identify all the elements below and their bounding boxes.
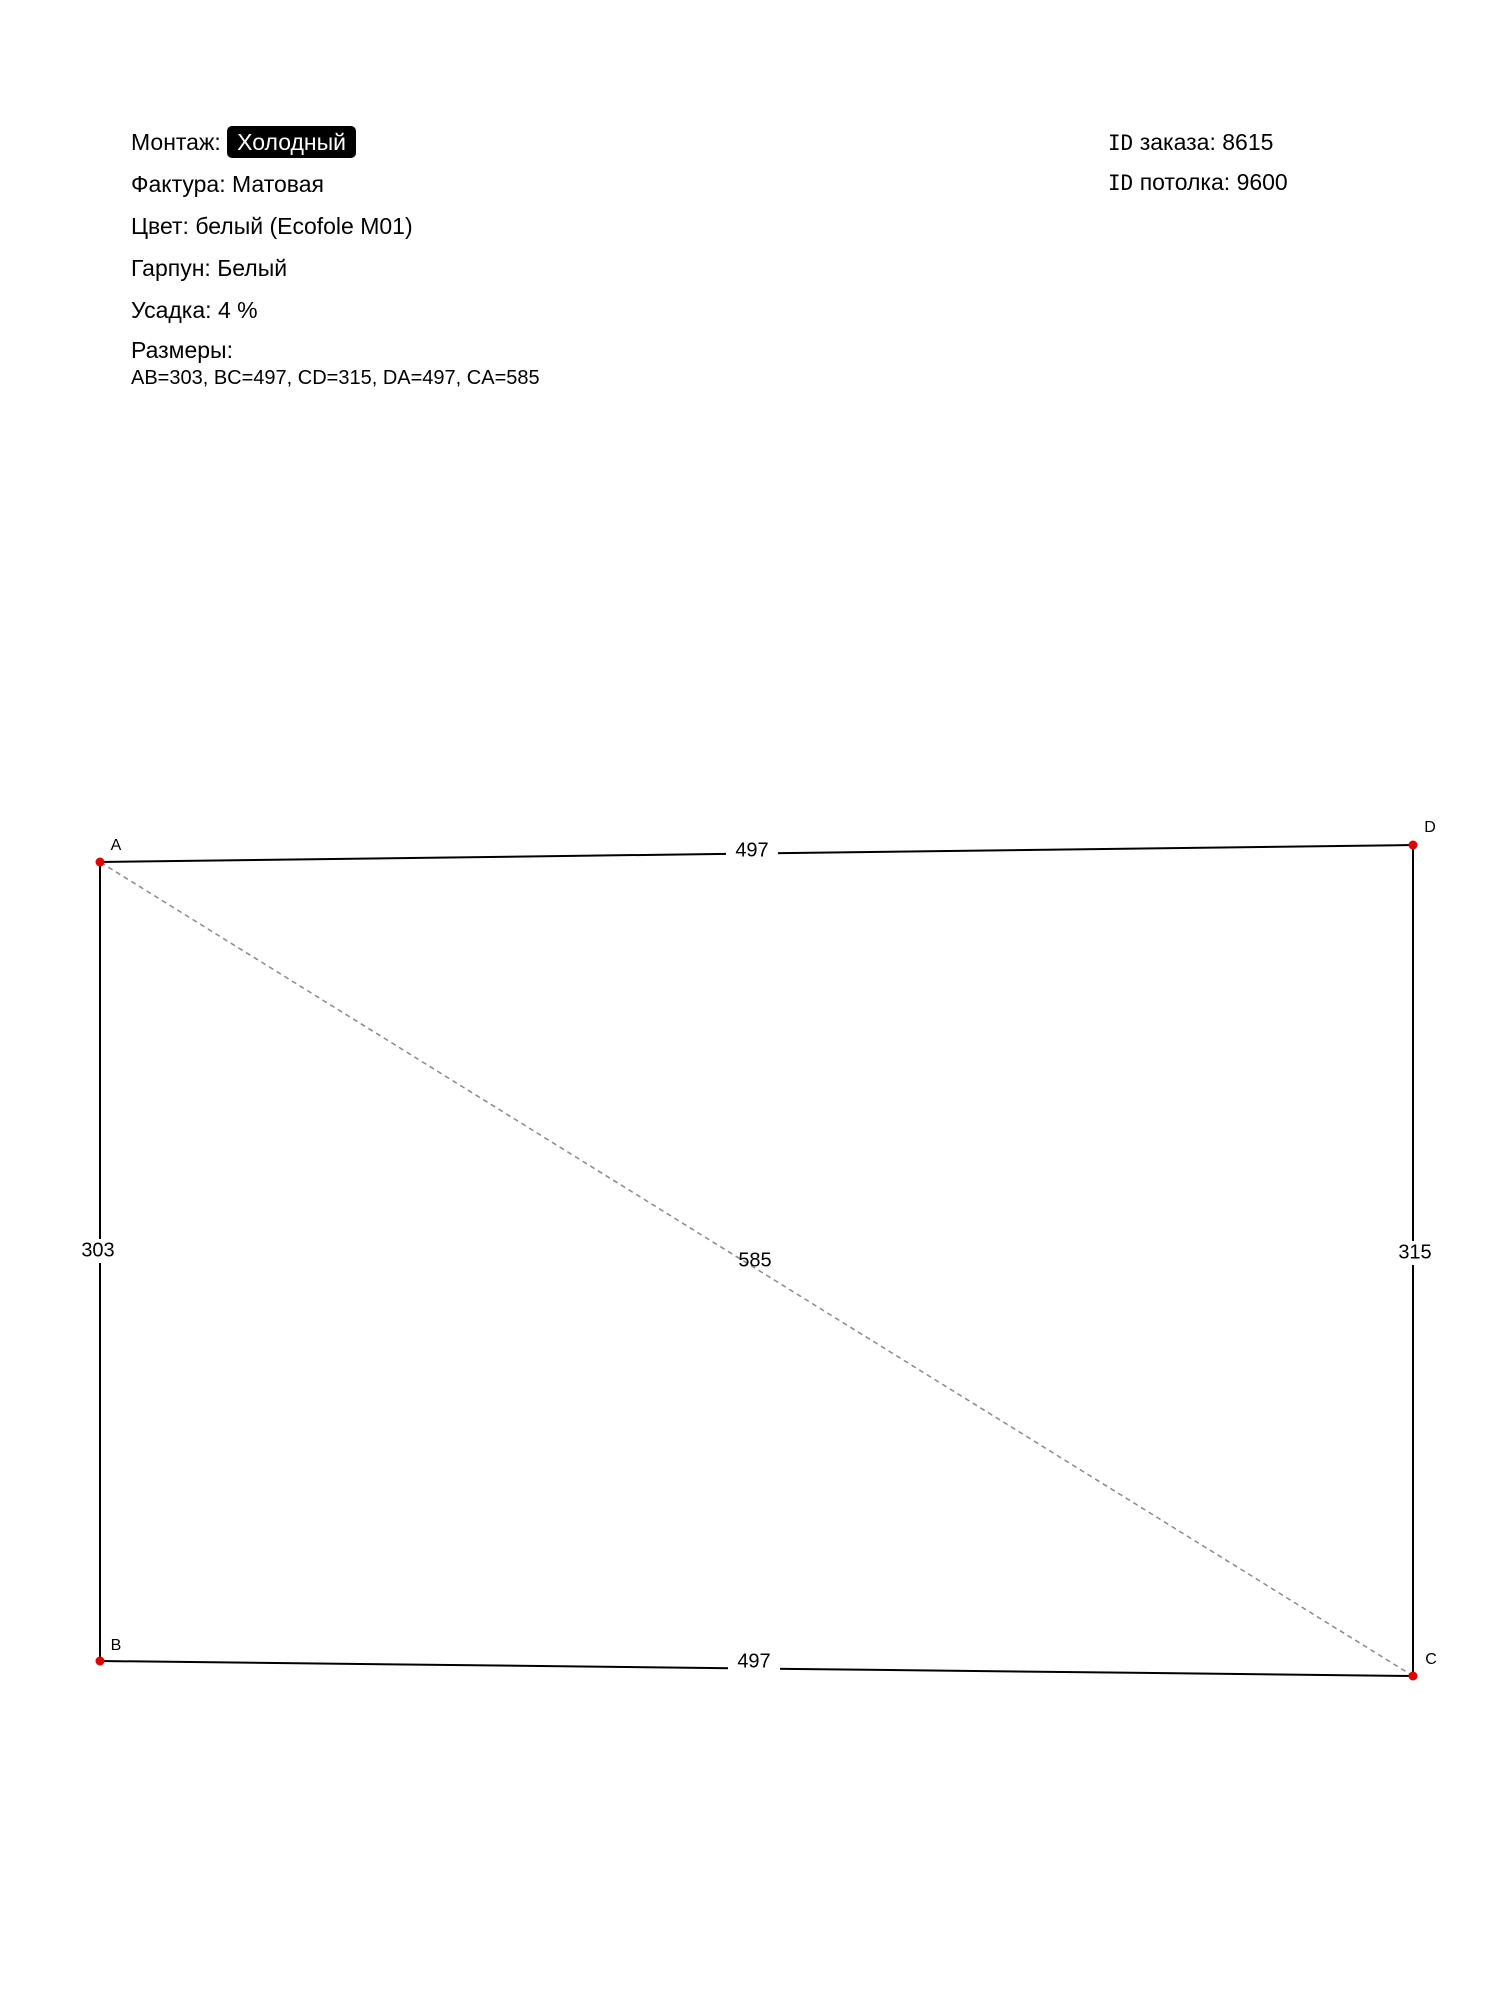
mount-label: Монтаж:: [131, 129, 221, 155]
ceiling-id-label: потолка:: [1139, 169, 1231, 195]
color-value: белый (Ecofole M01): [195, 213, 413, 239]
vertex-b: [96, 1657, 105, 1666]
edge-label-cd: 315: [1398, 1241, 1432, 1264]
order-id-prefix: ID: [1108, 131, 1134, 155]
shrink-label: Усадка:: [131, 297, 212, 323]
order-id-value: 8615: [1222, 129, 1274, 155]
dimensions-value: AB=303, BC=497, CD=315, DA=497, CA=585: [131, 367, 540, 389]
harpoon-value: Белый: [217, 255, 288, 281]
vertex-c: [1409, 1672, 1418, 1681]
dimensions-label: Размеры:: [131, 337, 233, 363]
shrink-value: 4 %: [217, 297, 258, 323]
edge-label-ab: 303: [81, 1239, 115, 1262]
mount-badge: Холодный: [227, 126, 356, 158]
vertex-label-c: C: [1425, 1651, 1437, 1669]
texture-label: Фактура:: [131, 171, 226, 197]
edge-label-da: 497: [735, 839, 769, 862]
order-id-label: заказа:: [1139, 129, 1216, 155]
texture-value: Матовая: [232, 171, 324, 197]
color-label: Цвет:: [131, 213, 189, 239]
vertex-d: [1409, 841, 1418, 850]
harpoon-label: Гарпун:: [131, 255, 211, 281]
ceiling-id-value: 9600: [1236, 169, 1288, 195]
vertex-a: [96, 858, 105, 867]
vertex-label-a: A: [110, 837, 122, 855]
vertex-label-b: B: [110, 1637, 122, 1655]
edge-label-bc: 497: [737, 1650, 771, 1673]
ceiling-id-prefix: ID: [1108, 171, 1134, 195]
edge-label-ca: 585: [738, 1249, 772, 1272]
vertex-label-d: D: [1424, 819, 1436, 837]
